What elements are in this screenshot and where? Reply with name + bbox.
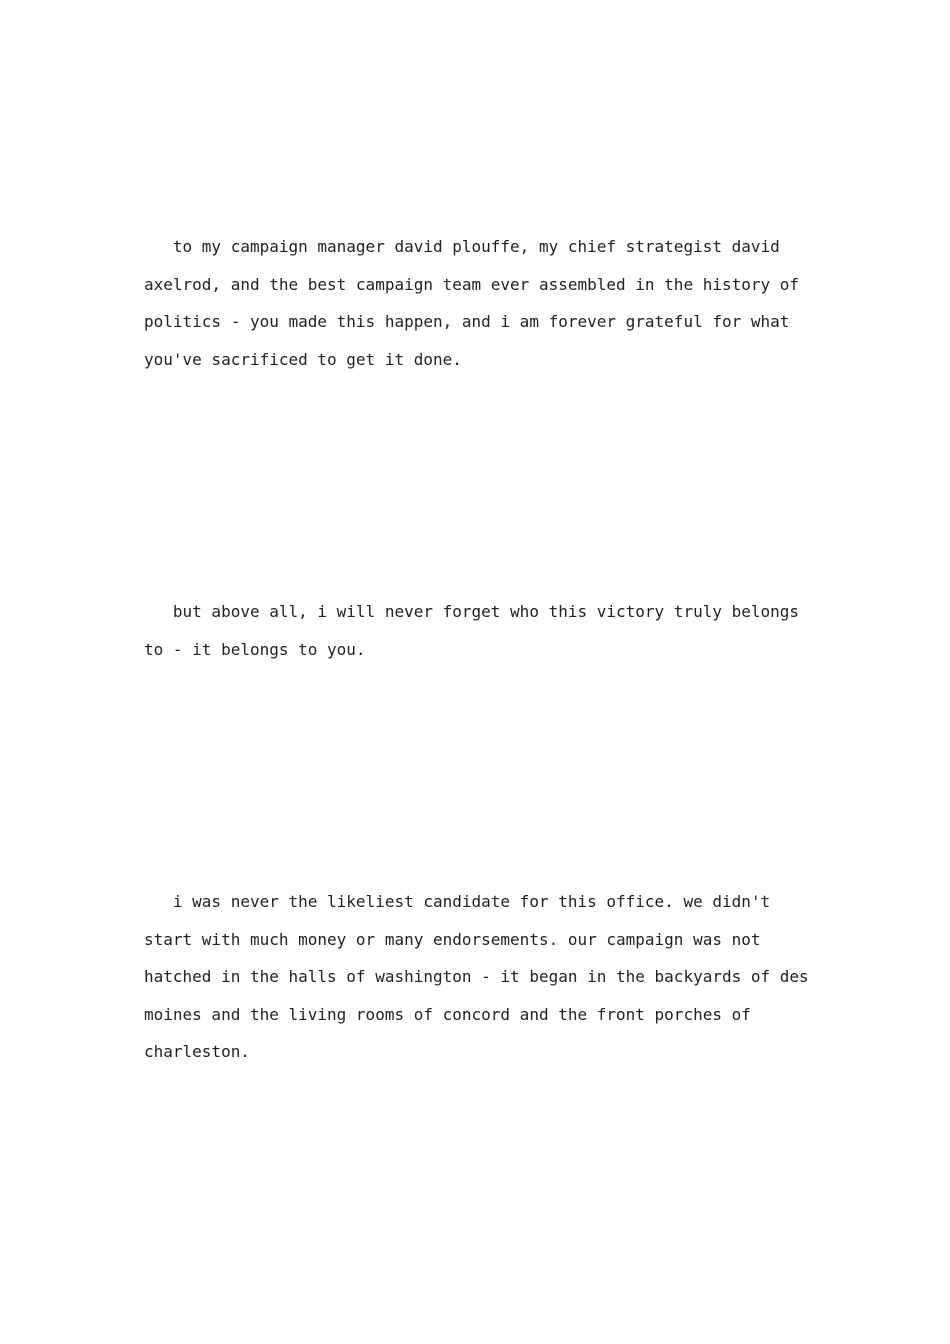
- text-line: charleston.: [144, 1042, 250, 1061]
- paragraph: [144, 153, 816, 453]
- text-line: axelrod, and the best campaign team ever assembled in the history of: [144, 274, 800, 294]
- text-line: start with much money or many endorsements. our campaign was not: [144, 929, 761, 949]
- text-line: to my campaign manager david plouffe, my chief strategist david: [144, 237, 780, 256]
- text-line: moines and the living rooms of concord and the front porches of: [144, 1004, 751, 1024]
- text-line: politics - you made this happen, and i am forever grateful for what: [144, 312, 790, 331]
- paragraph: [144, 808, 816, 1146]
- text-line: but above all, i will never forget who this victory truly belongs: [144, 602, 800, 621]
- paragraph: [144, 518, 816, 743]
- text-line: i was never the likeliest candidate for this office. we didn't: [144, 892, 771, 911]
- text-line: hatched in the halls of washington - it began in the backyards of des: [144, 967, 809, 986]
- text-line: to - it belongs to you.: [144, 639, 366, 659]
- document-body: [144, 153, 816, 1146]
- text-line: you've sacrificed to get it done.: [144, 349, 462, 369]
